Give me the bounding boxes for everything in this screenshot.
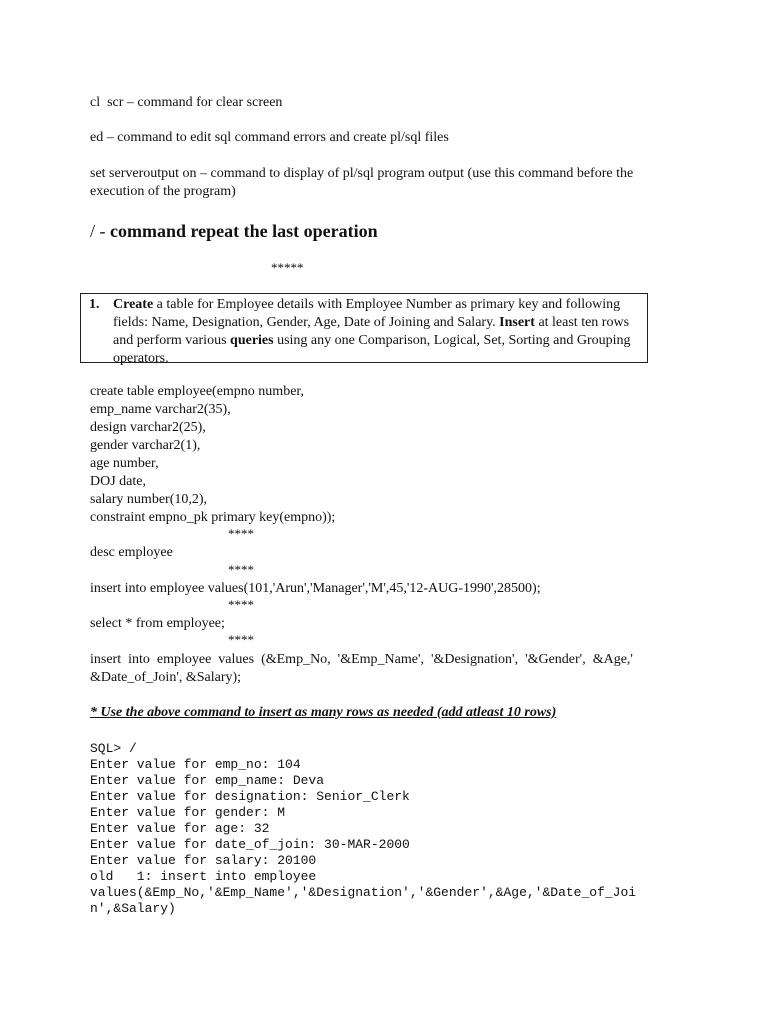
create-line-5: age number,	[90, 456, 159, 471]
create-line-7: salary number(10,2),	[90, 492, 208, 507]
desc-line: desc employee	[90, 545, 173, 560]
task-text-3: using any one Comparison, Logical, Set, Sorting and Grouping operators.	[113, 333, 631, 366]
create-line-1: create table employee(empno number,	[90, 384, 305, 399]
create-line-2: emp_name varchar2(35),	[90, 402, 231, 417]
console-line-8: Enter value for salary: 20100	[90, 853, 317, 868]
console-line-10: values(&Emp_No,'&Emp_Name','&Designation','&Gender',&Age,'&Date_of_Joi	[90, 885, 637, 900]
separator-3: ****	[228, 597, 254, 612]
insert-substitution-line-1: insert into employee values (&Emp_No, '&Emp_Name', '&Designation', '&Gender', &Age,'	[90, 652, 633, 667]
repeat-command-prefix: / -	[90, 221, 110, 241]
console-line-7: Enter value for date_of_join: 30-MAR-2000	[90, 837, 410, 852]
create-line-3: design varchar2(25),	[90, 420, 206, 435]
insert-line: insert into employee values(101,'Arun','Manager','M',45,'12-AUG-1990',28500);	[90, 581, 541, 596]
console-line-1: SQL> /	[90, 741, 137, 756]
separator-1: ****	[228, 526, 254, 541]
insert-substitution-line-2: &Date_of_Join', &Salary);	[90, 670, 242, 685]
task-queries-word: queries	[230, 333, 274, 348]
task-number: 1.	[89, 297, 100, 312]
console-line-5: Enter value for gender: M	[90, 805, 286, 820]
separator-4: ****	[228, 632, 254, 647]
serveroutput-command-line: set serveroutput on – command to display of pl/sql program output (use this command before the execution of the program)	[90, 166, 634, 199]
console-line-2: Enter value for emp_no: 104	[90, 757, 301, 772]
task-text-2: at least ten rows and perform various	[113, 315, 630, 348]
create-line-8: constraint empno_pk primary key(empno));	[90, 510, 336, 525]
cls-command-line: cl scr – command for clear screen	[90, 95, 283, 110]
task-create-word: Create	[113, 297, 154, 312]
task-insert-word: Insert	[499, 315, 535, 330]
separator-2: ****	[228, 562, 254, 577]
repeat-command-heading	[90, 220, 378, 242]
insert-rows-note: * Use the above command to insert as many rows as needed (add atleast 10 rows)	[90, 705, 557, 720]
select-line: select * from employee;	[90, 616, 225, 631]
console-line-11: n',&Salary)	[90, 901, 176, 916]
console-line-3: Enter value for emp_name: Deva	[90, 773, 325, 788]
repeat-command-bold: command repeat the last operation	[110, 221, 378, 241]
section-separator: *****	[271, 260, 304, 275]
task-text-1: a table for Employee details with Employee Number as primary key and following fields: Name, Designation, Gender, Age, Date of Joining and Salary.	[113, 297, 621, 330]
console-line-4: Enter value for designation: Senior_Clerk	[90, 789, 410, 804]
console-line-6: Enter value for age: 32	[90, 821, 270, 836]
create-line-4: gender varchar2(1),	[90, 438, 201, 453]
task-box	[80, 293, 648, 366]
ed-command-line: ed – command to edit sql command errors and create pl/sql files	[90, 130, 449, 145]
console-line-9: old 1: insert into employee	[90, 869, 317, 884]
task-description	[113, 296, 641, 368]
create-line-6: DOJ date,	[90, 474, 146, 489]
